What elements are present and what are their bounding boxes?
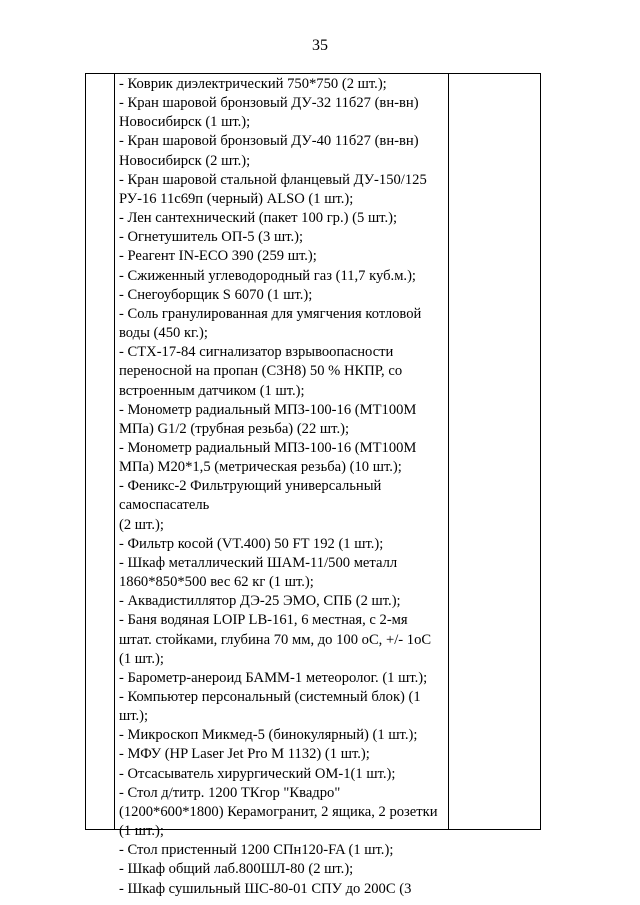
list-item: - Фильтр косой (VT.400) 50 FT 192 (1 шт.); <box>119 535 384 552</box>
list-item: - Коврик диэлектрический 750*750 (2 шт.); <box>119 76 387 92</box>
list-item: - Баня водяная LOIP LB-161, 6 местная, с 2-мя штат. стойками, глубина 70 мм, до 100 оС, +/- 1оС (1 шт.); <box>119 612 432 667</box>
list-item: - Шкаф общий лаб.800ШЛ-80 (2 шт.); <box>119 861 354 878</box>
list-item: - Монометр радиальный МПЗ-100-16 (МТ100М МПа) G1/2 (трубная резьба) (22 шт.); <box>119 401 417 437</box>
list-item: - Барометр-анероид БАММ-1 метеоролог. (1 шт.); <box>119 669 428 686</box>
list-item: - Сжиженный углеводородный газ (11,7 куб.м.); <box>119 267 416 284</box>
list-item: - Шкаф металлический ШАМ-11/500 металл 1860*850*500 вес 62 кг (1 шт.); <box>119 554 398 591</box>
list-item: - Кран шаровой бронзовый ДУ-40 11б27 (вн-вн) Новосибирск (2 шт.); <box>119 133 419 169</box>
list-item: - Шкаф сушильный ШС-80-01 СПУ до 200С (3 <box>119 880 412 897</box>
table-right-column <box>449 74 540 829</box>
list-item: - Кран шаровой бронзовый ДУ-32 11б27 (вн-вн) Новосибирск (1 шт.); <box>119 95 419 131</box>
equipment-list-cell <box>115 74 449 897</box>
list-item: - Огнетушитель ОП-5 (3 шт.); <box>119 229 304 246</box>
list-item: - МФУ (HP Laser Jet Pro M 1132) (1 шт.); <box>119 746 370 763</box>
list-item: - Микроскоп Микмед-5 (бинокулярный) (1 шт.); <box>119 727 418 744</box>
equipment-table <box>85 73 541 897</box>
list-item: - Отсасыватель хирургический ОМ-1(1 шт.); <box>119 765 396 782</box>
list-item: - Соль гранулированная для умягчения котловой воды (450 кг.); <box>119 305 422 342</box>
list-item: - Монометр радиальный МПЗ-100-16 (МТ100М МПа) М20*1,5 (метрическая резьба) (10 шт.); <box>119 439 417 476</box>
list-item: - Стол д/титр. 1200 ТКгор "Квадро" (1200*600*1800) Керамогранит, 2 ящика, 2 розетки (1 шт.); <box>119 784 438 840</box>
list-item: - Компьютер персональный (системный блок) (1 шт.); <box>119 689 421 725</box>
list-item: - Реагент IN-ECO 390 (259 шт.); <box>119 248 317 265</box>
list-item: - Стол пристенный 1200 СПн120-FA (1 шт.); <box>119 842 394 859</box>
page-number: 35 <box>312 37 328 54</box>
list-item: - Феникс-2 Фильтрующий универсальный самоспасатель (2 шт.); <box>119 478 382 533</box>
list-item: - Лен сантехнический (пакет 100 гр.) (5 шт.); <box>119 210 398 227</box>
list-item: - СТХ-17-84 сигнализатор взрывоопасности переносной на пропан (С3Н8) 50 % НКПР, со встроенным датчиком (1 шт.); <box>119 344 403 399</box>
table-left-column <box>86 74 115 829</box>
list-item: - Снегоуборщик S 6070 (1 шт.); <box>119 286 313 303</box>
list-item: - Аквадистиллятор ДЭ-25 ЭМО, СПБ (2 шт.); <box>119 593 401 610</box>
list-item: - Кран шаровой стальной фланцевый ДУ-150/125 РУ-16 11с69п (черный) ALSO (1 шт.); <box>119 171 427 207</box>
